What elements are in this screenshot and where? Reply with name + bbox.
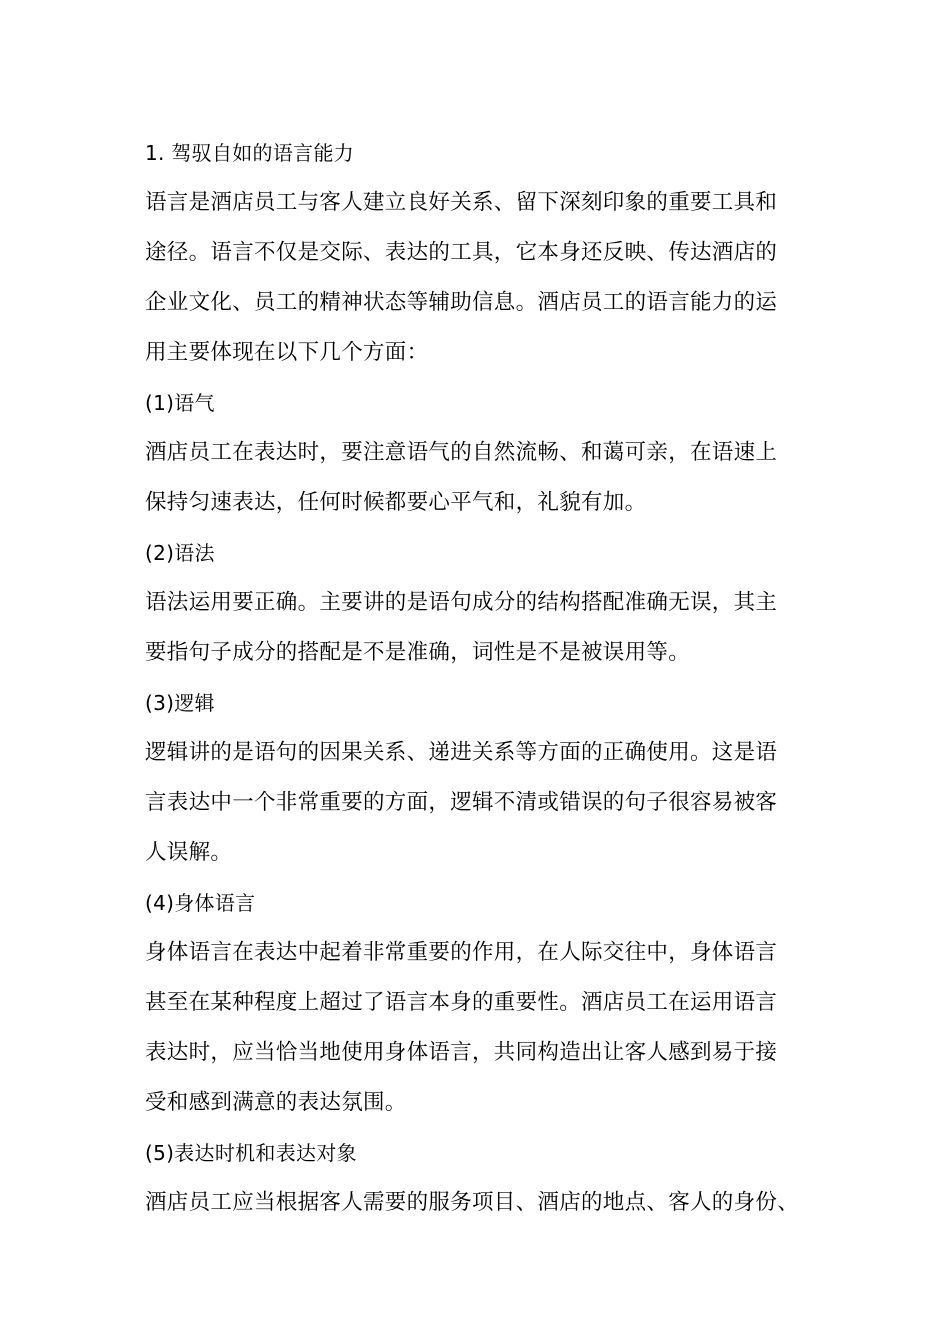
subsection-heading-grammar: (2)语法 <box>145 541 215 565</box>
paragraph-line: 人误解。 <box>145 840 233 865</box>
paragraph-line: 言表达中一个非常重要的方面，逻辑不清或错误的句子很容易被客 <box>145 790 778 815</box>
paragraph-line: 身体语言在表达中起着非常重要的作用，在人际交往中，身体语言 <box>145 940 778 965</box>
subsection-heading-tone: (1)语气 <box>145 391 215 415</box>
paragraph-line: 受和感到满意的表达氛围。 <box>145 1090 407 1115</box>
paragraph-line: 酒店员工应当根据客人需要的服务项目、酒店的地点、客人的身份、 <box>145 1190 800 1215</box>
paragraph-line: 语法运用要正确。主要讲的是语句成分的结构搭配准确无误，其主 <box>145 590 778 615</box>
paragraph-line: 逻辑讲的是语句的因果关系、递进关系等方面的正确使用。这是语 <box>145 740 778 765</box>
paragraph-line: 要指句子成分的搭配是不是准确，词性是不是被误用等。 <box>145 640 691 665</box>
paragraph-line: 保持匀速表达，任何时候都要心平气和，礼貌有加。 <box>145 490 647 515</box>
paragraph-line: 途径。语言不仅是交际、表达的工具，它本身还反映、传达酒店的 <box>145 240 778 265</box>
section-heading: 1. 驾驭自如的语言能力 <box>145 141 355 165</box>
subsection-heading-timing: (5)表达时机和表达对象 <box>145 1141 357 1165</box>
paragraph-line: 甚至在某种程度上超过了语言本身的重要性。酒店员工在运用语言 <box>145 990 778 1015</box>
document-body <box>145 128 815 1228</box>
paragraph-line: 表达时，应当恰当地使用身体语言，共同构造出让客人感到易于接 <box>145 1040 778 1065</box>
paragraph-line: 酒店员工在表达时，要注意语气的自然流畅、和蔼可亲，在语速上 <box>145 440 778 465</box>
paragraph-line: 语言是酒店员工与客人建立良好关系、留下深刻印象的重要工具和 <box>145 190 778 215</box>
subsection-heading-body-language: (4)身体语言 <box>145 891 256 915</box>
subsection-heading-logic: (3)逻辑 <box>145 691 215 715</box>
paragraph-line: 用主要体现在以下几个方面： <box>145 340 429 365</box>
paragraph-line: 企业文化、员工的精神状态等辅助信息。酒店员工的语言能力的运 <box>145 290 778 315</box>
